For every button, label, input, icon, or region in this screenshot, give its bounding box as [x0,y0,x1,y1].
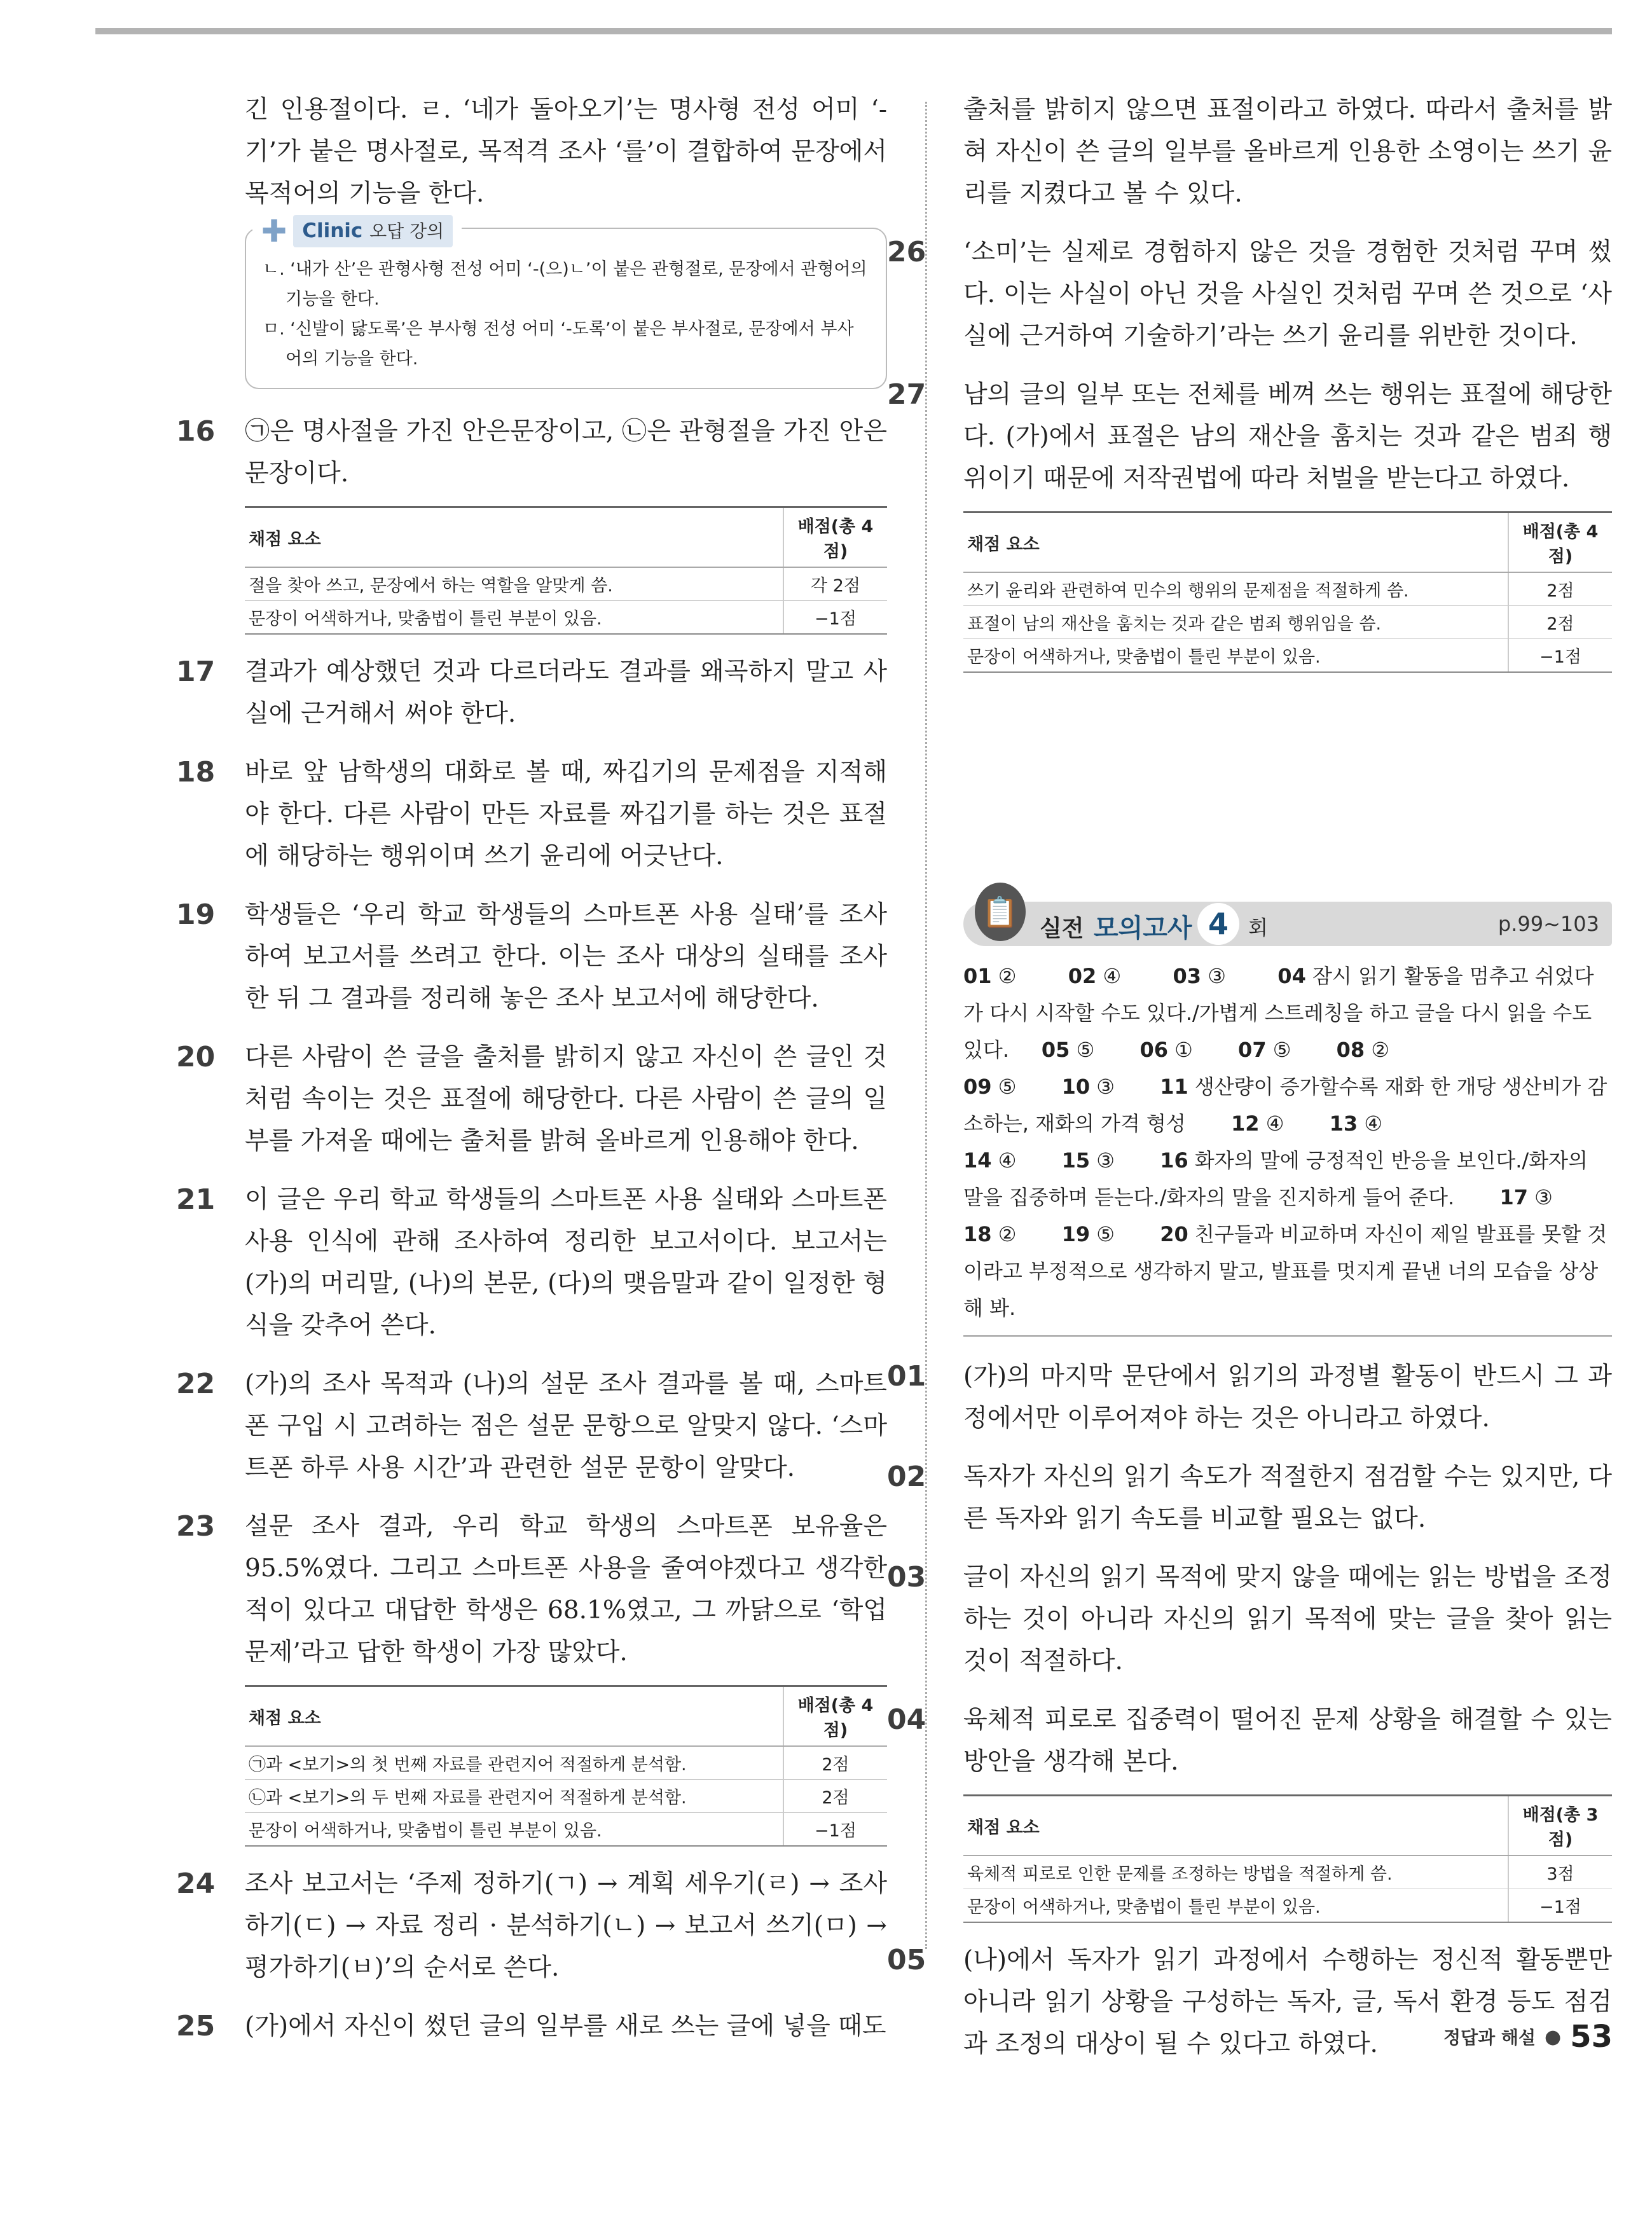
item-text: (가)에서 자신이 썼던 글의 일부를 새로 쓰는 글에 넣을 때도 [245,2012,886,2041]
answer-18 [176,752,887,878]
answer-value: ⑤ [1096,1222,1115,1246]
answer-key [963,958,1612,1337]
points: 2점 [783,1746,887,1780]
answer-number: 05 [1041,1038,1070,1062]
points: −1점 [1508,1889,1612,1923]
table-row [245,601,887,635]
answer-value: 화자의 말에 긍정적인 반응을 보인다./화자의 말을 집중하며 듣는다./화자의 말을 진지하게 들어 준다. [963,1148,1588,1209]
clinic-tag [293,215,453,247]
top-rule [95,28,1612,34]
answer-number: 10 [1061,1075,1091,1099]
answer-number: 16 [1160,1148,1188,1173]
banner-prefix: 실전 [1040,916,1084,942]
points: 3점 [1508,1855,1612,1889]
answer-22 [176,1363,887,1489]
table-row [963,1855,1612,1889]
clinic-box [245,213,887,389]
table-header-points: 배점(총 3점) [1508,1796,1612,1856]
answer-value: ⑤ [1076,1038,1095,1062]
bullet-icon: ● [1545,2025,1562,2048]
mock-exam-banner [963,895,1612,946]
scoring-table-04 [963,1794,1612,1923]
points: 2점 [1508,572,1612,606]
answer-value: ④ [1265,1112,1284,1136]
footer-label: 정답과 해설 [1443,2027,1536,2048]
answer-value: 친구들과 비교하며 자신이 제일 발표를 못할 것이라고 부정적으로 생각하지 말고, 발표를 멋지게 끝낸 너의 모습을 상상해 봐. [963,1222,1607,1320]
table-header: 채점 요소 [245,1686,783,1747]
answer-value: 잠시 읽기 활동을 멈추고 쉬었다가 다시 시작할 수도 있다./가볍게 스트레칭을 하고 글을 다시 읽을 수도 있다. [963,964,1594,1062]
clinic-line: ㅁ. ‘신발이 닳도록’은 부사형 전성 어미 ‘-도록’이 붙은 부사절로, 문장에서 부사어의 기능을 한다. [263,319,854,369]
answer-value: ④ [998,1148,1017,1173]
item-number: 24 [176,1868,216,1900]
explain-02 [887,1456,1612,1540]
answer-number: 01 [963,964,992,988]
item-number: 19 [176,898,216,931]
answer-16 [176,411,887,635]
criterion: ㉡과 <보기>의 두 번째 자료를 관련지어 적절하게 분석함. [245,1780,783,1813]
explain-01 [887,1356,1612,1440]
criterion: 문장이 어색하거나, 맞춤법이 틀린 부분이 있음. [245,601,783,635]
scoring-table-16 [245,506,887,635]
answer-value: ④ [1103,964,1122,988]
criterion: 육체적 피로로 인한 문제를 조정하는 방법을 적절하게 씀. [963,1855,1508,1889]
table-row [963,639,1612,673]
clinic-title: Clinic [302,219,363,242]
answer-value: ③ [1096,1075,1115,1099]
criterion: ㉠과 <보기>의 첫 번째 자료를 관련지어 적절하게 분석함. [245,1746,783,1780]
answer-17 [176,651,887,735]
answer-number: 03 [1173,964,1202,988]
points: −1점 [783,1813,887,1847]
table-row [963,1889,1612,1923]
points: 2점 [783,1780,887,1813]
table-header: 채점 요소 [963,513,1508,573]
criterion: 문장이 어색하거나, 맞춤법이 틀린 부분이 있음. [963,1889,1508,1923]
explain-03 [887,1557,1612,1683]
answer-value: ③ [1208,964,1226,988]
answer-number: 08 [1336,1038,1365,1062]
item-text: 다른 사람이 쓴 글을 출처를 밝히지 않고 자신이 쓴 글인 것처럼 속이는 것은 표절에 해당한다. 다른 사람이 쓴 글의 일부를 가져올 때에는 출처를 밝혀 올바르게 인용해야 한다. [245,1043,887,1155]
answer-number: 09 [963,1075,992,1099]
answer-19 [176,894,887,1020]
answer-value: ② [998,964,1017,988]
plus-icon: ✚ [261,213,287,249]
answer-number: 04 [1277,964,1306,988]
criterion: 쓰기 윤리와 관련하여 민수의 행위의 문제점을 적절하게 씀. [963,572,1508,606]
item-number: 17 [176,656,216,688]
item-number: 27 [887,378,926,411]
answer-number: 12 [1231,1112,1260,1136]
answer-24 [176,1863,887,1989]
answer-value: ① [1174,1038,1193,1062]
scoring-table-23 [245,1685,887,1847]
item-number: 26 [887,236,926,268]
item-number: 21 [176,1183,216,1216]
table-row [245,1746,887,1780]
answer-23 [176,1506,887,1847]
item-number: 20 [176,1041,216,1073]
item-number: 16 [176,415,216,448]
item-text: (가)의 마지막 문단에서 읽기의 과정별 활동이 반드시 그 과정에서만 이루어져야 하는 것은 아니라고 하였다. [963,1362,1612,1433]
answer-number: 15 [1061,1148,1091,1173]
table-row [963,572,1612,606]
criterion: 절을 찾아 쓰고, 문장에서 하는 역할을 알맞게 씀. [245,567,783,601]
answer-value: ② [998,1222,1017,1246]
criterion: 문장이 어색하거나, 맞춤법이 틀린 부분이 있음. [245,1813,783,1847]
item-text: 결과가 예상했던 것과 다르더라도 결과를 왜곡하지 말고 사실에 근거해서 써야 한다. [245,657,887,728]
banner-pages: p.99~103 [1497,912,1599,936]
answer-value: ③ [1096,1148,1115,1173]
answer-number: 19 [1061,1222,1091,1246]
item-text: 바로 앞 남학생의 대화로 볼 때, 짜깁기의 문제점을 지적해야 한다. 다른 사람이 만든 자료를 짜깁기를 하는 것은 표절에 해당하는 행위이며 쓰기 윤리에 어긋난다. [245,758,887,871]
explanations [887,1356,1612,2065]
table-row [245,1780,887,1813]
item-number: 01 [887,1360,926,1393]
clinic-line: ㄴ. ‘내가 산’은 관형사형 전성 어미 ‘-(으)ㄴ’이 붙은 관형절로, 문장에서 관형어의 기능을 한다. [263,259,867,309]
item-text: 육체적 피로로 집중력이 떨어진 문제 상황을 해결할 수 있는 방안을 생각해 본다. [963,1705,1612,1776]
item-text: 조사 보고서는 ‘주제 정하기(ㄱ) → 계획 세우기(ㄹ) → 조사하기(ㄷ) → 자료 정리 · 분석하기(ㄴ) → 보고서 쓰기(ㅁ) → 평가하기(ㅂ)’의 순서로 쓴다. [245,1869,887,1982]
answer-number: 11 [1160,1075,1188,1099]
page-number: 53 [1570,2019,1613,2054]
criterion: 문장이 어색하거나, 맞춤법이 틀린 부분이 있음. [963,639,1508,673]
answer-number: 06 [1139,1038,1168,1062]
answer-27 [887,374,1612,673]
item-text: 학생들은 ‘우리 학교 학생들의 스마트폰 사용 실태’를 조사하여 보고서를 쓰려고 한다. 이는 조사 대상의 실태를 조사한 뒤 그 결과를 정리해 놓은 조사 보고서에 해당한다. [245,900,887,1013]
answer-number: 17 [1499,1185,1528,1209]
points: 2점 [1508,606,1612,639]
item-text: 설문 조사 결과, 우리 학교 학생의 스마트폰 보유율은 95.5%였다. 그리고 스마트폰 사용을 줄여야겠다고 생각한 적이 있다고 대답한 학생은 68.1%였고, 그 까닭으로 ‘학업 문제’라고 답한 학생이 가장 많았다. [245,1512,887,1667]
item-text: (나)에서 독자가 읽기 과정에서 수행하는 정신적 활동뿐만 아니라 읽기 상황을 구성하는 독자, 글, 독서 환경 등도 점검과 조정의 대상이 될 수 있다고 하였다. [963,1946,1612,2058]
answer-number: 18 [963,1222,992,1246]
table-header-points: 배점(총 4점) [783,1686,887,1747]
item-text: ‘소미’는 실제로 경험하지 않은 것을 경험한 것처럼 꾸며 썼다. 이는 사실이 아닌 것을 사실인 것처럼 꾸며 쓴 것으로 ‘사실에 근거하여 기술하기’라는 쓰기 윤리를 위반한 것이다. [963,238,1612,350]
item-number: 18 [176,756,216,788]
left-column [176,89,887,2064]
item-number: 02 [887,1461,926,1493]
answer-number: 20 [1160,1222,1188,1246]
answer-21 [176,1179,887,1347]
table-row [963,606,1612,639]
item-text: ㉠은 명사절을 가진 안은문장이고, ㉡은 관형절을 가진 안은문장이다. [245,417,887,488]
continued-paragraph: 출처를 밝히지 않으면 표절이라고 하였다. 따라서 출처를 밝혀 자신이 쓴 글의 일부를 올바르게 인용한 소영이는 쓰기 윤리를 지켰다고 볼 수 있다. [963,95,1612,208]
item-text: 독자가 자신의 읽기 속도가 적절한지 점검할 수는 있지만, 다른 독자와 읽기 속도를 비교할 필요는 없다. [963,1463,1612,1533]
answer-20 [176,1036,887,1162]
banner-title: 모의고사 [1094,914,1192,943]
item-text: 이 글은 우리 학교 학생들의 스마트폰 사용 실태와 스마트폰 사용 인식에 관해 조사하여 정리한 보고서이다. 보고서는 (가)의 머리말, (나)의 본문, (다)의 맺음말과 같이 일정한 형식을 갖추어 쓴다. [245,1185,887,1340]
answer-26 [887,231,1612,357]
points: −1점 [1508,639,1612,673]
item-number: 05 [887,1944,926,1976]
table-header: 채점 요소 [245,507,783,568]
points: 각 2점 [783,567,887,601]
explain-04 [887,1699,1612,1923]
answer-value: ② [1371,1038,1390,1062]
banner-suffix: 회 [1248,916,1268,940]
clinic-header [252,215,462,247]
item-text: 남의 글의 일부 또는 전체를 베껴 쓰는 행위는 표절에 해당한다. (가)에서 표절은 남의 재산을 훔치는 것과 같은 범죄 행위이기 때문에 저작권법에 따라 처벌을 받는다고 하였다. [963,380,1612,493]
page-footer [1443,2019,1613,2054]
item-number: 04 [887,1703,926,1736]
item-text: 글이 자신의 읽기 목적에 맞지 않을 때에는 읽는 방법을 조정하는 것이 아니라 자신의 읽기 목적에 맞는 글을 찾아 읽는 것이 적절하다. [963,1563,1612,1676]
table-row [245,1813,887,1847]
answer-number: 02 [1068,964,1097,988]
intro-paragraph: 긴 인용절이다. ㄹ. ‘네가 돌아오기’는 명사형 전성 어미 ‘-기’가 붙은 명사절로, 목적격 조사 ‘를’이 결합하여 문장에서 목적어의 기능을 한다. [245,95,887,208]
table-header-points: 배점(총 4점) [783,507,887,568]
answer-value: ③ [1534,1185,1553,1209]
table-header-points: 배점(총 4점) [1508,513,1612,573]
answer-number: 13 [1329,1112,1358,1136]
table-row [245,567,887,601]
answer-value: 생산량이 증가할수록 재화 한 개당 생산비가 감소하는, 재화의 가격 형성 [963,1075,1607,1136]
answer-value: ⑤ [1272,1038,1291,1062]
banner-number: 4 [1197,903,1239,945]
answer-number: 14 [963,1148,992,1173]
clipboard-icon: 📋 [975,883,1026,941]
item-number: 25 [176,2010,216,2042]
item-number: 03 [887,1561,926,1593]
item-text: (가)의 조사 목적과 (나)의 설문 조사 결과를 볼 때, 스마트폰 구입 시 고려하는 점은 설문 문항으로 알맞지 않다. ‘스마트폰 하루 사용 시간’과 관련한 설문 문항이 알맞다. [245,1370,887,1482]
criterion: 표절이 남의 재산을 훔치는 것과 같은 범죄 행위임을 씀. [963,606,1508,639]
answer-25 [176,2006,887,2048]
clinic-subtitle: 오답 강의 [369,221,444,242]
points: −1점 [783,601,887,635]
scoring-table-27 [963,511,1612,673]
right-column [887,89,1612,2082]
item-number: 23 [176,1510,216,1543]
item-number: 22 [176,1368,216,1400]
answer-value: ④ [1364,1112,1382,1136]
answer-number: 07 [1238,1038,1267,1062]
answer-value: ⑤ [998,1075,1017,1099]
table-header: 채점 요소 [963,1796,1508,1856]
